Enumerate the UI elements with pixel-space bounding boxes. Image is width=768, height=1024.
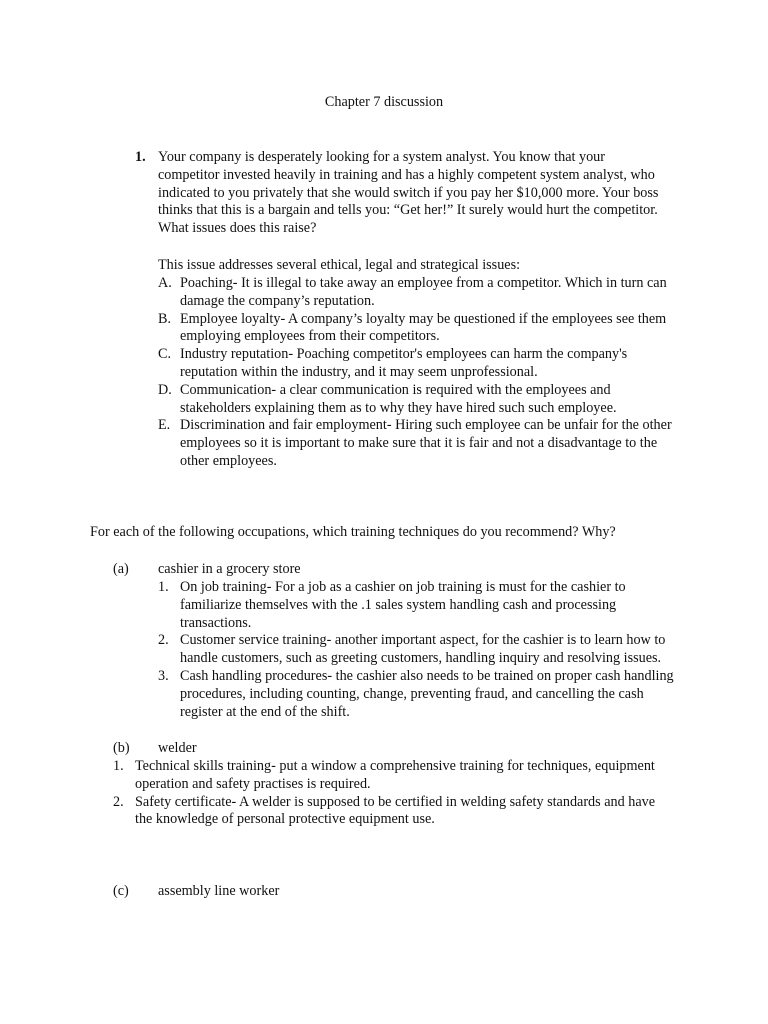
list-marker: C. — [158, 346, 172, 363]
list-item — [158, 275, 678, 311]
list-item-text: Poaching- It is illegal to take away an employee from a competitor. Which in turn can damage the company’s reputation. — [180, 275, 667, 309]
list-item-text: Safety certificate- A welder is supposed to be certified in welding safety standards and have the knowledge of personal protective equipment use. — [135, 793, 656, 828]
list-marker: 1. — [158, 579, 169, 595]
list-item — [158, 579, 688, 632]
list-item — [113, 758, 658, 794]
list-item — [158, 382, 678, 418]
list-item — [158, 417, 678, 470]
document-title: Chapter 7 discussion — [324, 94, 444, 110]
list-item-text: Discrimination and fair employment- Hiring such employee can be unfair for the other employees so it is important to make sure that it is fair and not a disadvantage to the other employees. — [180, 417, 672, 469]
list-marker: D. — [158, 381, 172, 398]
occupation-a-title: cashier in a grocery store — [158, 561, 301, 577]
list-marker: 1. — [113, 758, 124, 774]
list-marker: 2. — [113, 793, 124, 810]
list-marker: A. — [158, 275, 172, 291]
list-item — [158, 668, 688, 721]
list-item — [113, 794, 658, 830]
question-1-number: 1. — [135, 149, 146, 165]
list-item-text: Industry reputation- Poaching competitor's employees can harm the company's reputation within the industry, and it may seem unprofessional. — [180, 346, 628, 380]
list-marker: E. — [158, 417, 171, 434]
list-item-text: Technical skills training- put a window a comprehensive training for techniques, equipment operation and safety practises is required. — [135, 758, 655, 792]
list-marker: B. — [158, 310, 172, 327]
occupation-b-title: welder — [158, 740, 197, 756]
list-item-text: Communication- a clear communication is required with the employees and stakeholders explaining them as to why they have hired such such employee. — [180, 381, 617, 416]
issues-list — [158, 275, 678, 471]
list-item-text: Employee loyalty- A company’s loyalty may be questioned if the employees see them employing employees from their competitors. — [180, 310, 667, 345]
occupation-c-title: assembly line worker — [158, 883, 280, 899]
cashier-training-list — [158, 579, 688, 721]
list-item — [158, 346, 678, 382]
list-item-text: Cash handling procedures- the cashier also needs to be trained on proper cash handling procedures, including counting, change, preventing fraud, and cancelling the cash register at the end of the shift. — [180, 667, 674, 720]
occupation-b-label: (b) — [113, 740, 130, 756]
question-1-text: Your company is desperately looking for a system analyst. You know that your competitor invested heavily in training and has a highly competent system analyst, who indicated to you privately that she would switch if you pay her $10,000 more. Your boss thinks that this is a bargain and tells you: “Get her!” It surely would hurt the competitor. What issues does this raise? — [158, 149, 659, 237]
answer-intro: This issue addresses several ethical, legal and strategical issues: — [158, 257, 521, 273]
list-item — [158, 311, 678, 347]
occupation-a-label: (a) — [113, 561, 129, 577]
welder-training-list — [113, 758, 658, 829]
list-marker: 2. — [158, 632, 169, 649]
list-marker: 3. — [158, 667, 169, 684]
list-item-text: On job training- For a job as a cashier on job training is must for the cashier to familiarize themselves with the .1 sales system handling cash and processing transactions. — [180, 579, 626, 631]
question-2-text: For each of the following occupations, which training techniques do you recommend? Why? — [90, 524, 616, 540]
list-item — [158, 632, 688, 668]
occupation-c-label: (c) — [113, 883, 129, 899]
list-item-text: Customer service training- another important aspect, for the cashier is to learn how to handle customers, such as greeting customers, handling inquiry and resolving issues. — [180, 632, 666, 667]
